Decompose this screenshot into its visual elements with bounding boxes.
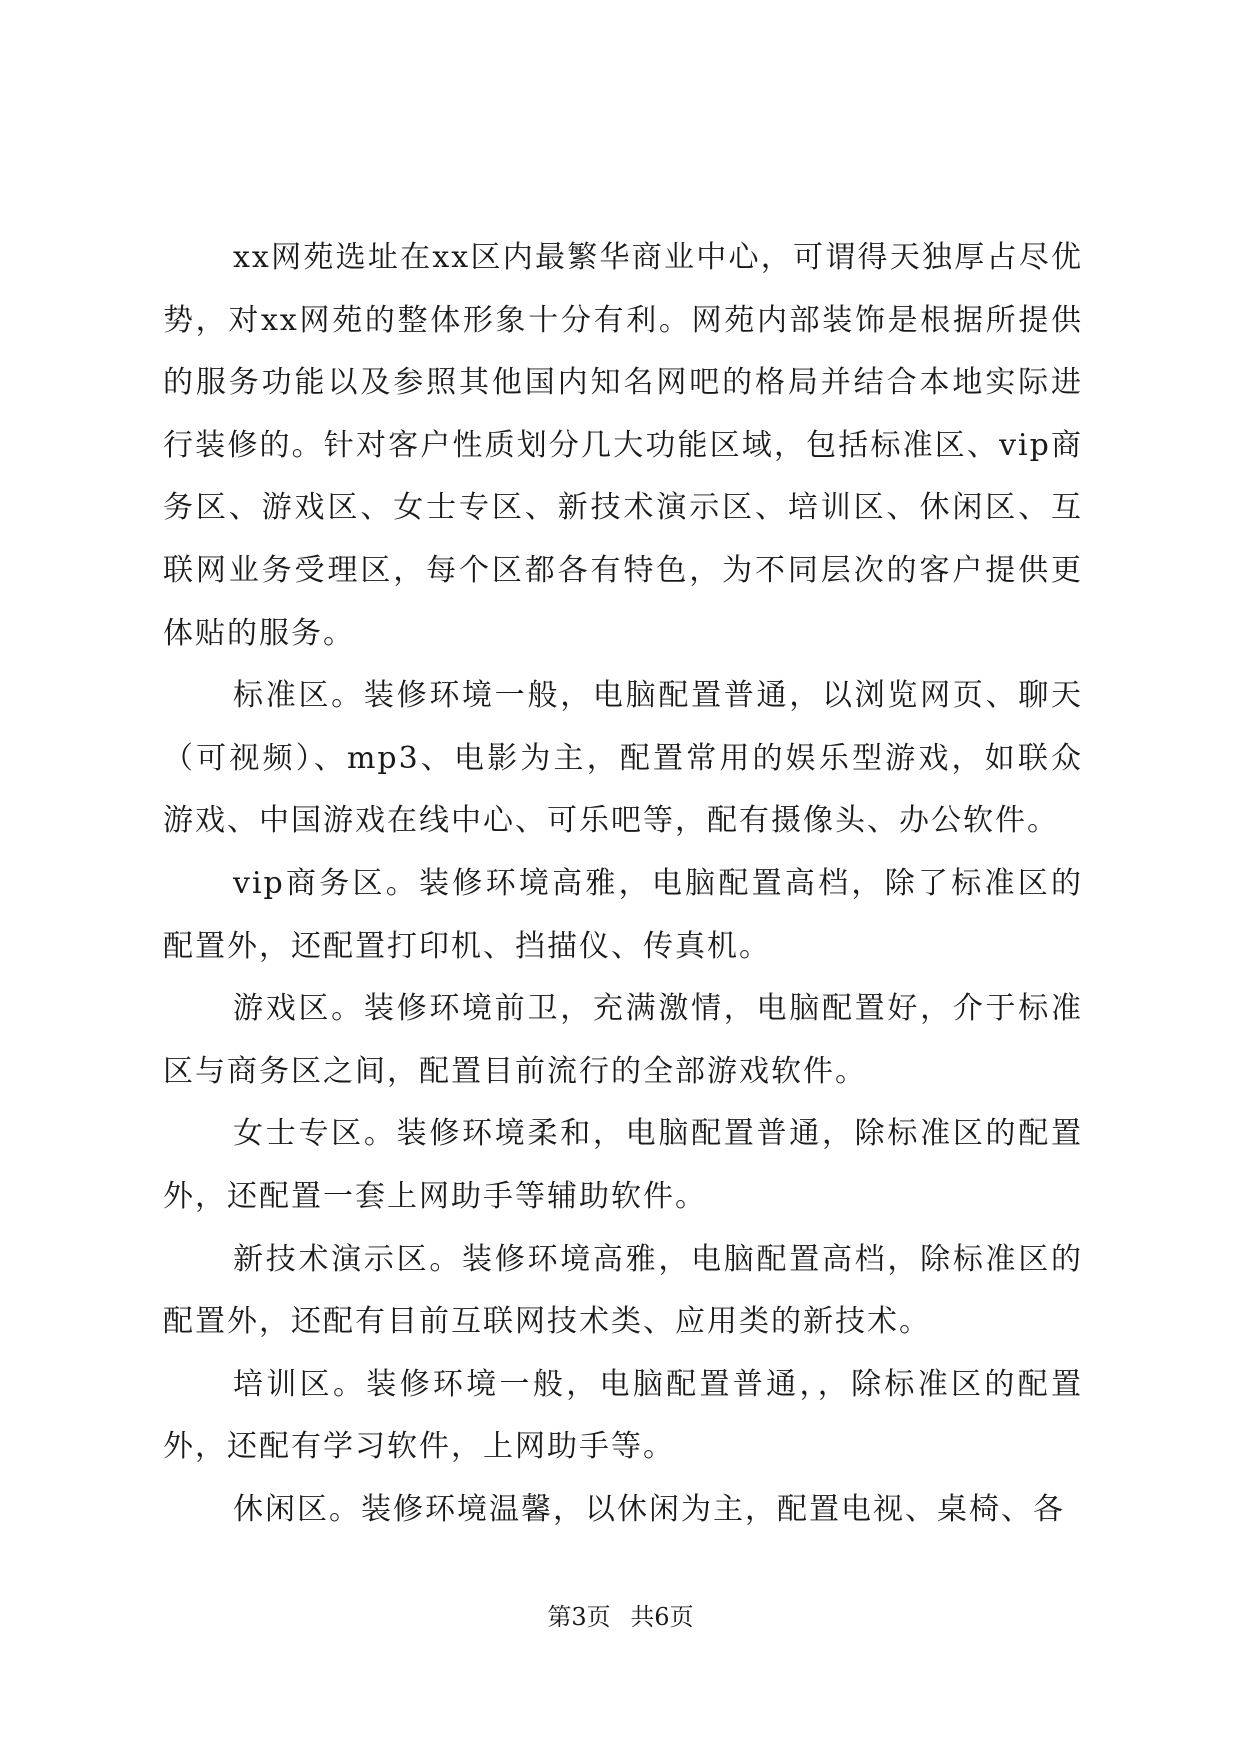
paragraph-new-tech-zone: 新技术演示区。装修环境高雅，电脑配置高档，除标准区的配置外，还配有目前互联网技术类、应用类的新技术。 [163,1241,1083,1340]
page-number: 第3页 [547,1603,611,1631]
document-body [163,227,1083,1541]
paragraph-standard-zone: 标准区。装修环境一般，电脑配置普通，以浏览网页、聊天（可视频）、mp3、电影为主，配置常用的娱乐型游戏，如联众游戏、中国游戏在线中心、可乐吧等，配有摄像头、办公软件。 [163,678,1083,839]
paragraph-leisure-zone: 休闲区。装修环境温馨，以休闲为主，配置电视、桌椅、各 [233,1491,1065,1527]
page-footer [0,1600,1241,1634]
page-total: 共6页 [630,1603,694,1631]
paragraph-ladies-zone: 女士专区。装修环境柔和，电脑配置普通，除标准区的配置外，还配置一套上网助手等辅助软件。 [163,1116,1083,1214]
paragraph-training-zone: 培训区。装修环境一般，电脑配置普通，，除标准区的配置外，还配有学习软件，上网助手等。 [163,1366,1083,1465]
paragraph-vip-zone: vip商务区。装修环境高雅，电脑配置高档，除了标准区的配置外，还配置打印机、挡描仪、传真机。 [163,865,1083,964]
paragraph-game-zone: 游戏区。装修环境前卫，充满激情，电脑配置好，介于标准区与商务区之间，配置目前流行的全部游戏软件。 [163,991,1083,1089]
paragraph-intro: xx网苑选址在xx区内最繁华商业中心，可谓得天独厚占尽优势，对xx网苑的整体形象十分有利。网苑内部装饰是根据所提供的服务功能以及参照其他国内知名网吧的格局并结合本地实际进行装修的。针对客户性质划分几大功能区域，包括标准区、vip商务区、游戏区、女士专区、新技术演示区、培训区、休闲区、互联网业务受理区，每个区都各有特色，为不同层次的客户提供更体贴的服务。 [163,240,1083,651]
